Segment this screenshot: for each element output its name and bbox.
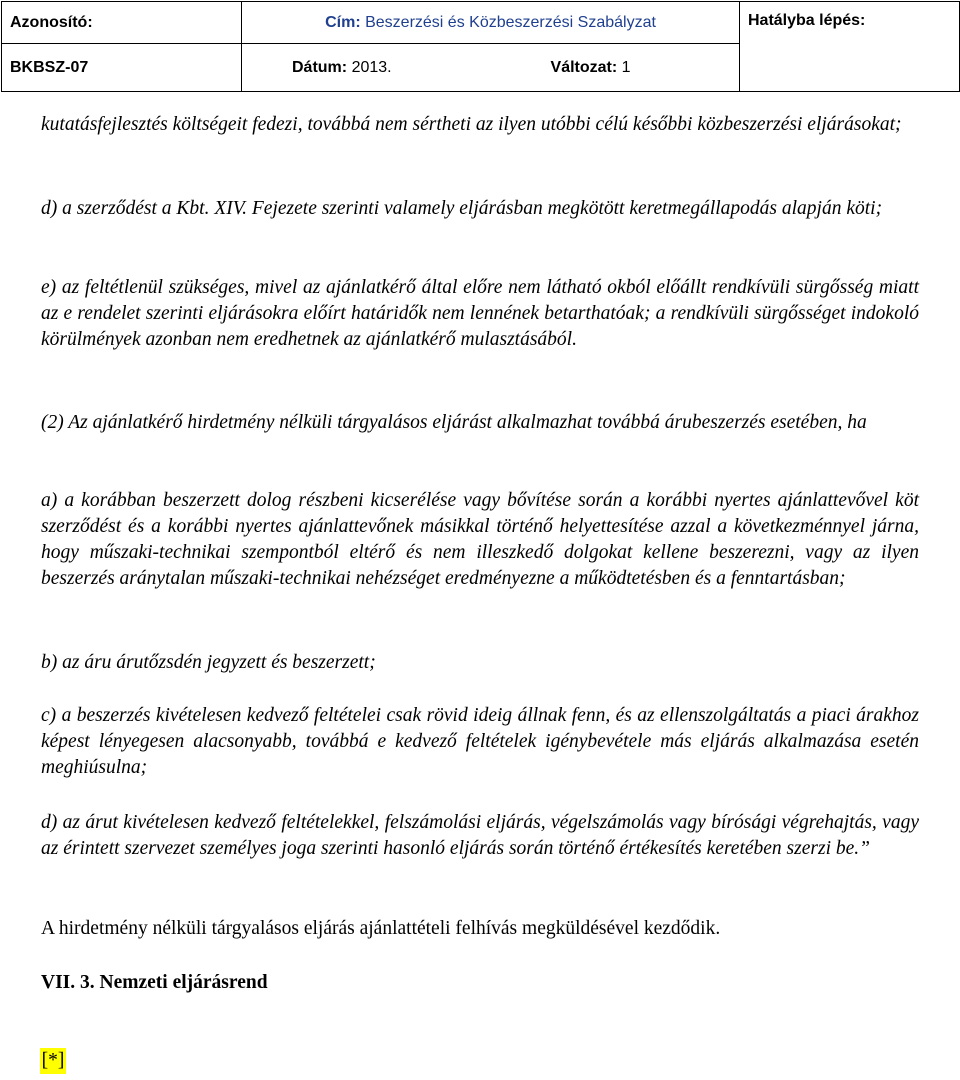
paragraph-continuation: kutatásfejlesztés költségeit fedezi, továbbá nem sértheti az ilyen utóbbi célú későbbi közbeszerzési eljárásokat; [41, 114, 902, 135]
paragraph-d-liquidation: d) az árut kivételesen kedvező feltételekkel, felszámolási eljárás, végelszámolás vagy bírósági végrehajtás, vagy az érintett szervezet személyes joga szerinti hasonló eljárás során történő értékesítés keretében szerzi be.” [41, 812, 919, 859]
valtozat-value: 1 [621, 58, 631, 76]
azonosito-label: Azonosító: [2, 2, 242, 44]
date-version-cell [242, 44, 740, 92]
valtozat-label: Változat: [550, 58, 618, 76]
document-header [1, 1, 960, 92]
title-cell [242, 2, 740, 44]
paragraph-a-replacement: a) a korábban beszerzett dolog részbeni kicserélése vagy bővítése során a korábbi nyertes ajánlattevővel köt szerződést és a korábbi nyertes ajánlattevőnek másikkal történő helyettesítése azzal a következménnyel járna, hogy műszaki-technikai szempontból eltérő és nem illeszkedő dolgokat kellene beszerezni, vagy az ilyen beszerzés aránytalan műszaki-technikai nehézséget eredményezne a működtetésben és a fenntartásban; [41, 490, 919, 589]
paragraph-d-framework: d) a szerződést a Kbt. XIV. Fejezete szerinti valamely eljárásban megkötött keretmegállapodás alapján köti; [41, 198, 883, 219]
datum-value: 2013. [351, 58, 392, 76]
highlight-marker: [*] [40, 1048, 66, 1074]
paragraph-b-exchange: b) az áru árutőzsdén jegyzett és beszerzett; [41, 652, 376, 673]
cim-label: Cím: [325, 13, 361, 31]
doc-id: BKBSZ-07 [2, 44, 242, 92]
document-title: Beszerzési és Közbeszerzési Szabályzat [365, 13, 656, 31]
hatalyba-label: Hatályba lépés: [740, 2, 960, 92]
datum-label: Dátum: [292, 58, 348, 76]
paragraph-plain: A hirdetmény nélküli tárgyalásos eljárás ajánlattételi felhívás megküldésével kezdődik. [41, 918, 721, 939]
paragraph-e-urgency: e) az feltétlenül szükséges, mivel az ajánlatkérő által előre nem látható okból előállt rendkívüli sürgősség miatt az e rendelet szerinti eljárásokra előírt határidők nem lennének betarthatóak; a rendkívüli sürgősséget indokoló körülmények azonban nem eredhetnek az ajánlatkérő mulasztásából. [41, 277, 919, 350]
paragraph-2-intro: (2) Az ajánlatkérő hirdetmény nélküli tárgyalásos eljárást alkalmazhat továbbá árubeszerzés esetében, ha [41, 412, 867, 433]
paragraph-c-favorable: c) a beszerzés kivételesen kedvező feltételei csak rövid ideig állnak fenn, és az ellenszolgáltatás a piaci árakhoz képest lényegesen alacsonyabb, továbbá e kedvező feltételek igénybevétele más eljárás alkalmazása esetén meghiúsulna; [41, 705, 919, 778]
section-heading: VII. 3. Nemzeti eljárásrend [41, 972, 268, 993]
